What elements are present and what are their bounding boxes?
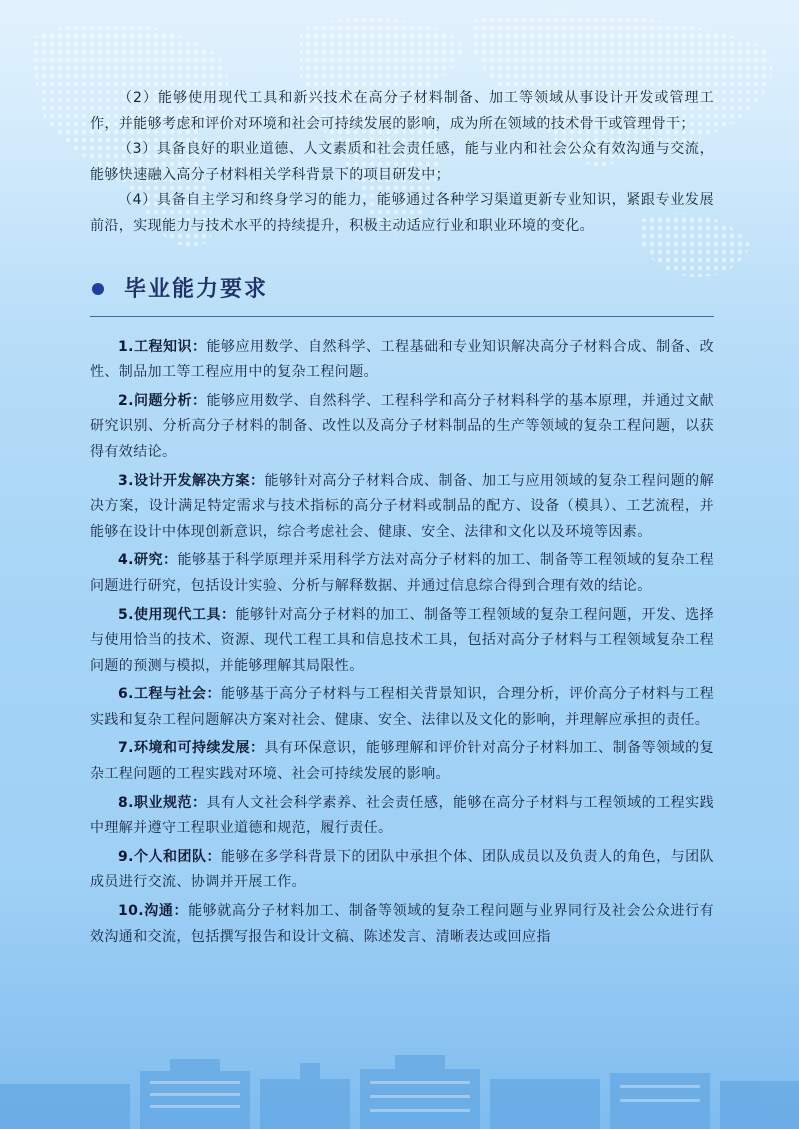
requirement-text: 具有人文社会科学素养、社会责任感，能够在高分子材料与工程领域的工程实践中理解并遵守工程职业道德和规范，履行责任。 [90,794,715,837]
requirement-item [90,389,714,466]
requirement-item [90,736,714,787]
requirement-text: 能够就高分子材料加工、制备等领域的复杂工程问题与业界同行及社会公众进行有效沟通和交流，包括撰写报告和设计文稿、陈述发言、清晰表达或回应指 [90,903,714,945]
intro-paragraph: （4）具备自主学习和终身学习的能力，能够通过各种学习渠道更新专业知识，紧跟专业发展前沿，实现能力与技术水平的持续提升，积极主动适应行业和职业环境的变化。 [90,192,714,234]
intro-paragraph: （3）具备良好的职业道德、人文素质和社会责任感，能与业内和社会公众有效沟通与交流，能够快速融入高分子材料相关学科背景下的项目研发中； [90,141,714,183]
requirement-item [90,469,714,546]
section-header [90,270,714,317]
requirement-item [90,335,714,386]
requirement-text: 能够针对高分子材料合成、制备、加工与应用领域的复杂工程问题的解决方案，设计满足特定需求与技术指标的高分子材料或制品的配方、设备（模具）、工艺流程，并能够在设计中体现创新意识，综合考虑社会、健康、安全、法律和文化以及环境等因素。 [90,472,714,540]
requirement-label: 9.个人和团队： [118,848,221,865]
requirement-label: 8.职业规范： [118,794,207,811]
requirement-text: 能够应用数学、自然科学、工程基础和专业知识解决高分子材料合成、制备、改性、制品加工等工程应用中的复杂工程问题。 [90,338,715,381]
requirement-label: 10.沟通： [118,903,189,920]
section-title: 毕业能力要求 [124,276,269,302]
requirements-list [90,335,714,951]
requirement-label: 4.研究： [118,552,178,569]
requirement-text: 具有环保意识，能够理解和评价针对高分子材料加工、制备等领域的复杂工程问题的工程实践对环境、社会可持续发展的影响。 [90,740,714,783]
requirement-label: 2.问题分析： [118,392,207,409]
requirement-label: 3.设计开发解决方案： [118,472,265,489]
requirement-text: 能够应用数学、自然科学、工程科学和高分子材料科学的基本原理，并通过文献研究识别、分析高分子材料的制备、改性以及高分子材料制品的生产等领域的复杂工程问题，以获得有效结论。 [90,392,715,460]
requirement-text: 能够基于高分子材料与工程相关背景知识，合理分析，评价高分子材料与工程实践和复杂工程问题解决方案对社会、健康、安全、法律以及文化的影响，并理解应承担的责任。 [90,686,714,728]
requirement-text: 能够基于科学原理并采用科学方法对高分子材料的加工、制备等工程领域的复杂工程问题进行研究，包括设计实验、分析与解释数据、并通过信息综合得到合理有效的结论。 [90,552,714,594]
requirement-item [90,845,714,896]
requirement-item [90,548,714,599]
campus-skyline-background [0,1049,799,1129]
requirement-item [90,791,714,842]
intro-paragraphs [90,86,714,240]
requirement-item [90,899,714,950]
requirement-item [90,603,714,680]
requirement-text: 能够在多学科背景下的团队中承担个体、团队成员以及负责人的角色，与团队成员进行交流、协调并开展工作。 [90,848,714,891]
requirement-item [90,682,714,733]
requirement-label: 1.工程知识： [118,338,207,355]
requirement-label: 7.环境和可持续发展： [118,740,265,757]
intro-paragraph: （2）能够使用现代工具和新兴技术在高分子材料制备、加工等领域从事设计开发或管理工作，并能够考虑和评价对环境和社会可持续发展的影响，成为所在领域的技术骨干或管理骨干； [90,90,714,132]
requirement-label: 5.使用现代工具： [118,606,236,623]
requirement-text: 能够针对高分子材料的加工、制备等工程领域的复杂工程问题，开发、选择与使用恰当的技术、资源、现代工程工具和信息技术工具，包括对高分子材料与工程领域复杂工程问题的预测与模拟，并能够理解其局限性。 [90,606,714,674]
bullet-dot-icon [92,283,104,295]
page-content [90,86,714,953]
requirement-label: 6.工程与社会： [118,686,221,703]
